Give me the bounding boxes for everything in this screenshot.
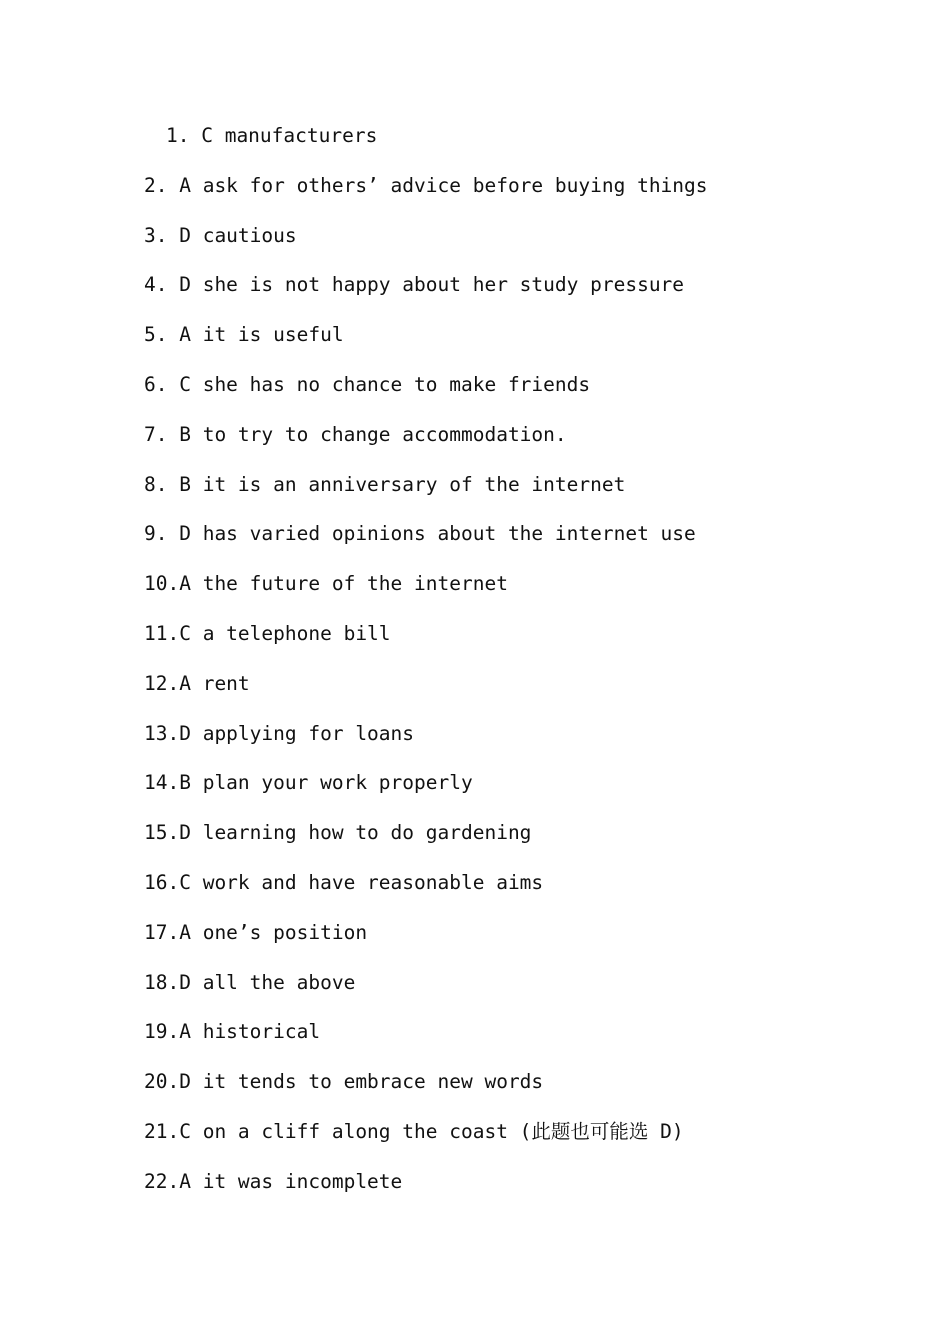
answer-item: 18.D all the above bbox=[144, 970, 356, 994]
answer-item: 6. C she has no chance to make friends bbox=[144, 372, 591, 396]
answer-item: 20.D it tends to embrace new words bbox=[144, 1070, 544, 1094]
answer-item: 11.C a telephone bill bbox=[144, 621, 391, 645]
answer-item: 16.C work and have reasonable aims bbox=[144, 870, 544, 894]
answer-item: 1. C manufacturers bbox=[166, 124, 378, 147]
answer-item: 12.A rent bbox=[144, 671, 250, 695]
answer-list bbox=[144, 118, 708, 1214]
answer-item: 21.C on a cliff along the coast (此题也可能选 D) bbox=[144, 1119, 684, 1143]
answer-item: 3. D cautious bbox=[144, 223, 297, 247]
answer-item: 13.D applying for loans bbox=[144, 721, 415, 745]
answer-item: 22.A it was incomplete bbox=[144, 1169, 403, 1193]
answer-item: 10.A the future of the internet bbox=[144, 572, 508, 596]
answer-item: 8. B it is an anniversary of the internet bbox=[144, 472, 626, 496]
answer-item: 9. D has varied opinions about the internet use bbox=[144, 522, 696, 546]
answer-item: 17.A one’s position bbox=[144, 920, 368, 944]
answer-item: 14.B plan your work properly bbox=[144, 771, 473, 795]
answer-item: 5. A it is useful bbox=[144, 323, 344, 347]
answer-item: 7. B to try to change accommodation. bbox=[144, 422, 567, 446]
answer-item: 4. D she is not happy about her study pressure bbox=[144, 273, 685, 297]
answer-item: 15.D learning how to do gardening bbox=[144, 821, 532, 845]
answer-item: 2. A ask for others’ advice before buying things bbox=[144, 173, 708, 197]
answer-item: 19.A historical bbox=[144, 1020, 321, 1044]
